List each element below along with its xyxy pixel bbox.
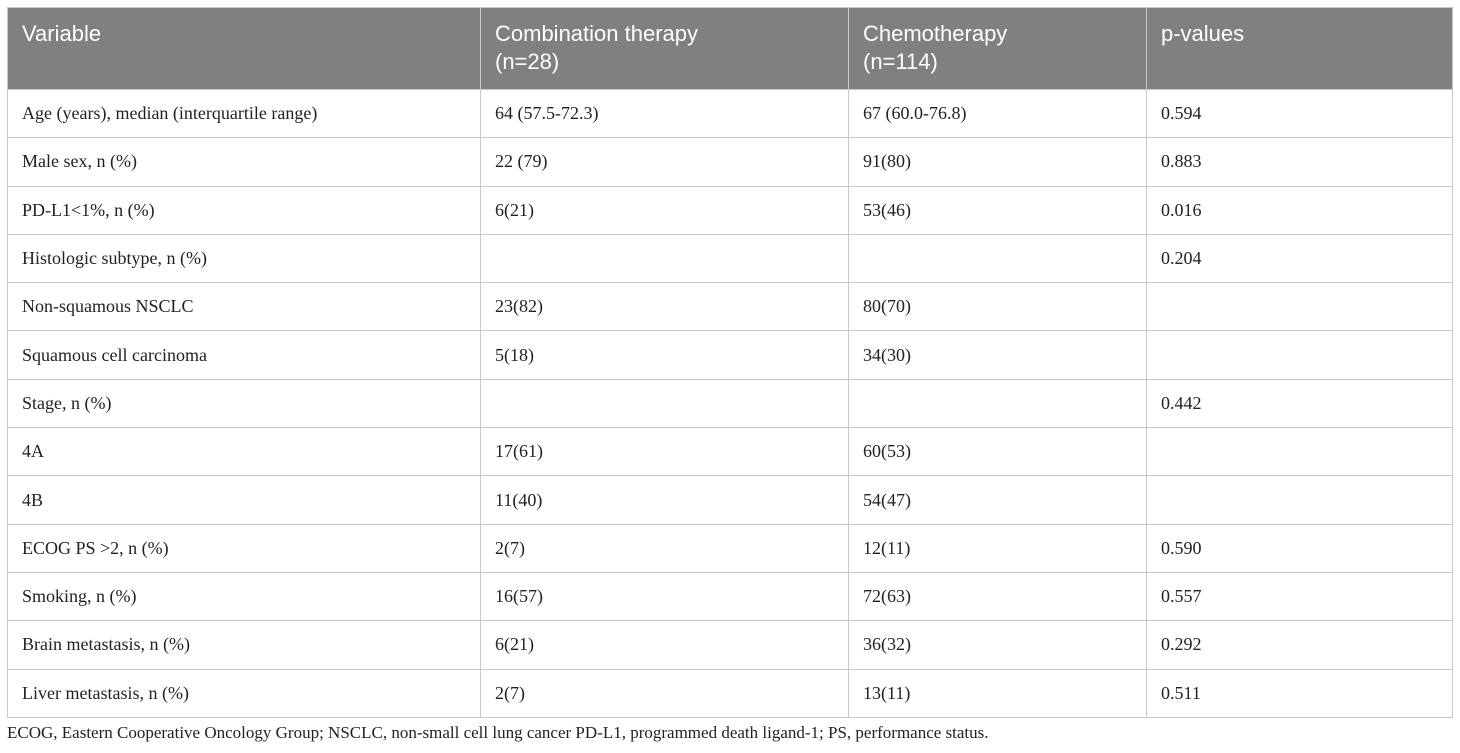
combination-therapy-cell: 5(18) [481,331,849,379]
variable-cell: Non-squamous NSCLC [8,283,481,331]
p-value-cell [1147,476,1453,524]
p-value-cell: 0.016 [1147,186,1453,234]
table-row [8,524,1453,572]
variable-cell: Smoking, n (%) [8,572,481,620]
chemotherapy-cell: 80(70) [849,283,1147,331]
variable-cell: Age (years), median (interquartile range) [8,90,481,138]
variable-cell: Liver metastasis, n (%) [8,669,481,717]
chemotherapy-cell: 34(30) [849,331,1147,379]
table-header [8,8,1453,90]
chemotherapy-cell: 53(46) [849,186,1147,234]
table-row [8,428,1453,476]
p-value-cell [1147,428,1453,476]
chemotherapy-cell [849,234,1147,282]
chemotherapy-cell: 13(11) [849,669,1147,717]
table-row [8,379,1453,427]
combination-therapy-cell [481,234,849,282]
combination-therapy-cell: 6(21) [481,186,849,234]
table-footnote: ECOG, Eastern Cooperative Oncology Group; NSCLC, non-small cell lung cancer PD-L1, programmed death ligand-1; PS, performance status. [7,723,989,742]
chemotherapy-cell: 12(11) [849,524,1147,572]
header-label-line: Combination therapy [495,21,699,46]
chemotherapy-cell: 72(63) [849,572,1147,620]
variable-cell: Squamous cell carcinoma [8,331,481,379]
combination-therapy-cell: 64 (57.5-72.3) [481,90,849,138]
header-combination-therapy [481,8,849,90]
table-row [8,572,1453,620]
p-value-cell: 0.292 [1147,621,1453,669]
chemotherapy-cell [849,379,1147,427]
header-label-line: p-values [1161,21,1245,46]
p-value-cell: 0.590 [1147,524,1453,572]
table-row [8,90,1453,138]
chemotherapy-cell: 54(47) [849,476,1147,524]
variable-cell: PD-L1<1%, n (%) [8,186,481,234]
p-value-cell [1147,283,1453,331]
header-label-line: (n=28) [495,49,560,74]
table-row [8,331,1453,379]
header-label-line: Chemotherapy [863,21,1008,46]
header-variable [8,8,481,90]
baseline-characteristics-table-container [7,7,1452,718]
baseline-characteristics-table [7,7,1453,718]
chemotherapy-cell: 91(80) [849,138,1147,186]
combination-therapy-cell: 2(7) [481,524,849,572]
table-row [8,138,1453,186]
chemotherapy-cell: 67 (60.0-76.8) [849,90,1147,138]
p-value-cell [1147,331,1453,379]
combination-therapy-cell: 22 (79) [481,138,849,186]
combination-therapy-cell: 2(7) [481,669,849,717]
combination-therapy-cell: 23(82) [481,283,849,331]
variable-cell: Histologic subtype, n (%) [8,234,481,282]
combination-therapy-cell: 6(21) [481,621,849,669]
p-value-cell: 0.594 [1147,90,1453,138]
chemotherapy-cell: 36(32) [849,621,1147,669]
table-row [8,283,1453,331]
combination-therapy-cell [481,379,849,427]
table-row [8,476,1453,524]
table-row [8,669,1453,717]
header-row [8,8,1453,90]
variable-cell: Male sex, n (%) [8,138,481,186]
variable-cell: Stage, n (%) [8,379,481,427]
p-value-cell: 0.442 [1147,379,1453,427]
combination-therapy-cell: 16(57) [481,572,849,620]
chemotherapy-cell: 60(53) [849,428,1147,476]
table-row [8,186,1453,234]
header-label-line: (n=114) [863,49,938,74]
combination-therapy-cell: 11(40) [481,476,849,524]
variable-cell: Brain metastasis, n (%) [8,621,481,669]
header-label-line: Variable [22,21,102,46]
variable-cell: 4B [8,476,481,524]
combination-therapy-cell: 17(61) [481,428,849,476]
p-value-cell: 0.511 [1147,669,1453,717]
p-value-cell: 0.883 [1147,138,1453,186]
table-row [8,621,1453,669]
table-row [8,234,1453,282]
table-body [8,90,1453,718]
p-value-cell: 0.557 [1147,572,1453,620]
header-chemotherapy [849,8,1147,90]
variable-cell: 4A [8,428,481,476]
header-p-values [1147,8,1453,90]
p-value-cell: 0.204 [1147,234,1453,282]
variable-cell: ECOG PS >2, n (%) [8,524,481,572]
